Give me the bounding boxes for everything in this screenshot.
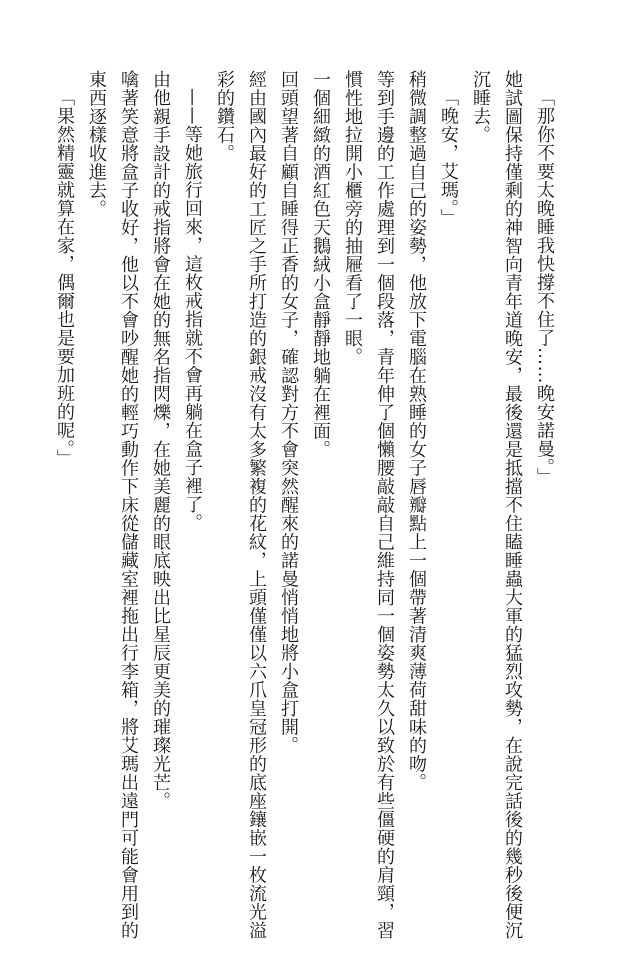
paragraph-narration-1: 她試圖保持僅剩的神智向青年道晚安，最後還是抵擋不住瞌睡蟲大軍的猛烈攻勢，在說完話後的幾秒後便沉沉睡去。 [470,70,523,940]
paragraph-narration-5: 回頭望著自顧自睡得正香的女子，確認對方不會突然醒來的諾曼悄悄地將小盒打開。 [278,70,299,755]
vertical-text-body [54,70,560,950]
paragraph-dialogue-norman-goodnight: 「晚安，艾瑪。」 [438,88,459,227]
paragraph-narration-9: 噙著笑意將盒子收好，他以不會吵醒她的輕巧動作下床從儲藏室裡拖出行李箱，將艾瑪出遠門可能會用到的東西逐樣收進去。 [86,70,139,940]
paragraph-dialogue-emma-goodnight: 「那你不要太晚睡我快撐不住了……晚安諾曼。」 [534,88,555,486]
paragraph-dialogue-closing: 「果然精靈就算在家，偶爾也是要加班的呢。」 [54,88,75,468]
paragraph-narration-2: 稍微調整過自己的姿勢，他放下電腦在熟睡的女子唇瓣點上一個帶著清爽薄荷甜味的吻。 [406,70,427,792]
paragraph-narration-3: 等到手邊的工作處理到一個段落，青年伸了個懶腰敲敲自己維持同一個姿勢太久以致於有些僵硬的肩頸，習慣性地拉開小櫃旁的抽屜看了一眼。 [342,70,395,940]
paragraph-narration-7: ——等她旅行回來，這枚戒指就不會再躺在盒子裡了。 [182,88,203,532]
paragraph-narration-4: 一個細緻的酒紅色天鵝絨小盒靜靜地躺在裡面。 [310,70,331,459]
paragraph-narration-6: 經由國內最好的工匠之手所打造的銀戒沒有太多繁複的花紋，上頭僅僅以六爪皇冠形的底座鑲嵌一枚流光溢彩的鑽石。 [214,70,267,940]
paragraph-narration-8: 由他親手設計的戒指將會在她的無名指閃爍，在她美麗的眼底映出比星辰更美的璀璨光芒。 [150,70,171,810]
